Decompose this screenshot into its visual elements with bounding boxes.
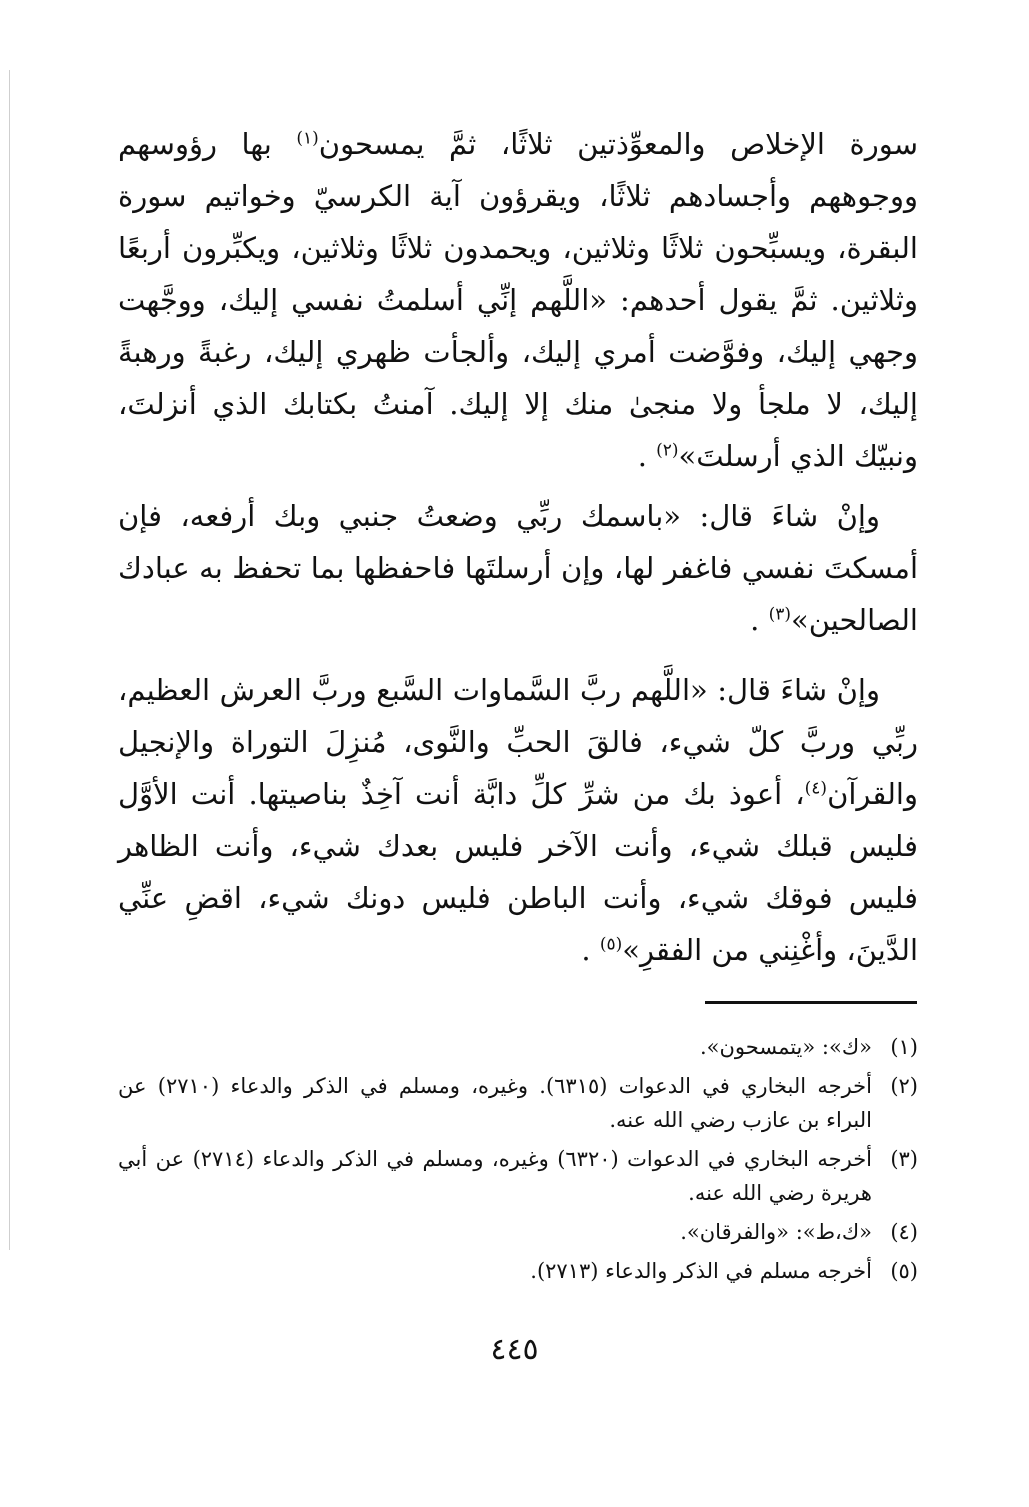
footnote-ref-4[interactable]: (٤) [804, 778, 828, 799]
footnote-item [118, 1215, 918, 1249]
paragraph-text: . [581, 933, 600, 967]
paragraph-text: وإنْ شاءَ قال: «اللَّهم ربَّ السَّماوات السَّبع وربَّ العرش العظيم، ربِّي وربَّ كلّ شيء، فالقَ الحبِّ والنَّوى، مُنزِلَ التوراة والإنجيل والقرآن [118, 673, 918, 811]
footnote-ref-5[interactable]: (٥) [599, 934, 623, 955]
paragraph-text: وإنْ شاءَ قال: «باسمك ربِّي وضعتُ جنبي وبك أرفعه، فإن أمسكتَ نفسي فاغفر لها، وإن أرسلتَها فاحفظها بما تحفظ به عبادك الصالحين» [118, 499, 918, 637]
main-paragraph-1 [118, 118, 918, 482]
footnote-item [118, 1069, 918, 1137]
footnote-item [118, 1254, 918, 1288]
paragraph-text: بها رؤوسهم ووجوههم وأجسادهم ثلاثًا، ويقرؤون آية الكرسيّ وخواتيم سورة البقرة، ويسبِّحون ثلاثًا وثلاثين، ويحمدون ثلاثًا وثلاثين، ويكبِّرون أربعًا وثلاثين. ثمَّ يقول أحدهم: «اللَّهم إنِّي أسلمتُ نفسي إليك، ووجَّهت وجهي إليك، وفوَّضت أمري إليك، وألجأت ظهري إليك، رغبةً ورهبةً إليك، لا ملجأ ولا منجىٰ منك إلا إليك. آمنتُ بكتابك الذي أنزلتَ، ونبيّك الذي أرسلتَ» [118, 127, 918, 473]
footnote-ref-2[interactable]: (٢) [656, 440, 679, 461]
footnote-number: (٣) [890, 1147, 918, 1171]
paragraph-text: . [750, 603, 769, 637]
footnote-text: أخرجه البخاري في الدعوات (٦٣٢٠) وغيره، ومسلم في الذكر والدعاء (٢٧١٤) عن أبي هريرة رضي الله عنه. [118, 1147, 873, 1205]
footnote-text: «ك،ط»: «والفرقان». [680, 1220, 872, 1244]
footnote-text: أخرجه البخاري في الدعوات (٦٣١٥). وغيره، ومسلم في الذكر والدعاء (٢٧١٠) عن البراء بن عازب رضي الله عنه. [118, 1074, 872, 1132]
footnote-text: أخرجه مسلم في الذكر والدعاء (٢٧١٣). [530, 1259, 872, 1283]
paragraph-text: ، أعوذ بك من شرِّ كلِّ دابَّة أنت آخِذٌ بناصيتها. أنت الأوَّل فليس قبلك شيء، وأنت الآخر فليس بعدك شيء، وأنت الظاهر فليس فوقك شيء، وأنت الباطن فليس دونك شيء، اقضِ عنِّي الدَّينَ، وأغْنِني من الفقرِ» [118, 777, 918, 967]
scan-margin-line [9, 70, 10, 1250]
footnote-ref-1[interactable]: (١) [296, 128, 319, 149]
paragraph-text: سورة الإخلاص والمعوِّذتين ثلاثًا، ثمَّ يمسحون [318, 127, 918, 161]
footnote-item [118, 1142, 918, 1210]
footnote-separator [705, 1001, 917, 1004]
paragraph-text: . [637, 439, 657, 473]
footnote-ref-3[interactable]: (٣) [768, 604, 791, 625]
main-paragraph-2 [118, 490, 918, 646]
footnote-number: (١) [890, 1035, 918, 1059]
footnote-number: (٥) [890, 1259, 918, 1283]
footnote-number: (٢) [890, 1074, 918, 1098]
footnote-number: (٤) [890, 1220, 918, 1244]
footnote-text: «ك»: «يتمسحون». [699, 1035, 872, 1059]
footnotes-section [118, 1030, 918, 1293]
main-paragraph-3 [118, 664, 918, 976]
footnote-item [118, 1030, 918, 1064]
page-number: ٤٤٥ [490, 1332, 539, 1367]
